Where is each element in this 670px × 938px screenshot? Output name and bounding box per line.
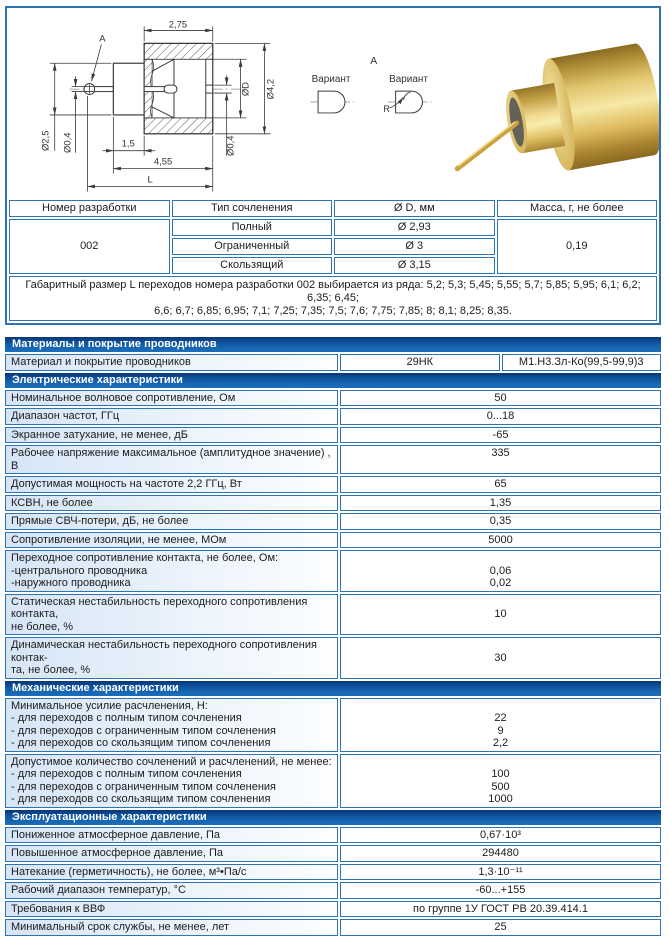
cell-diameter: Ø 3 — [334, 238, 495, 255]
note-line: 6,6; 6,7; 6,85; 6,95; 7,1; 7,25; 7,35; 7,5; 7,6; 7,75; 7,85; 8; 8,1; 8,25; 8,35. — [154, 305, 512, 317]
dim-15-label: 1,5 — [121, 138, 135, 150]
connector-section-view — [70, 43, 249, 133]
table-row — [5, 882, 661, 899]
variant-views — [310, 91, 431, 113]
row-value: 25 — [340, 919, 661, 936]
table-row — [5, 390, 661, 407]
variant-right-label: Вариант — [389, 74, 428, 86]
row-value: -60...+155 — [340, 882, 661, 899]
cell-diameter: Ø 3,15 — [334, 257, 495, 274]
row-label: Прямые СВЧ-потери, дБ, не более — [5, 513, 338, 530]
table-row — [5, 427, 661, 444]
table-row — [5, 408, 661, 425]
table-row — [5, 901, 661, 918]
column-header-mating-type: Тип сочленения — [172, 200, 333, 217]
row-value: 50 — [340, 390, 661, 407]
row-value: по группе 1У ГОСТ РВ 20.39.414.1 — [340, 901, 661, 918]
technical-drawing — [7, 8, 659, 198]
table-row — [5, 445, 661, 474]
cell-mass: 0,19 — [497, 219, 658, 274]
dia-d-label: ØD — [240, 82, 252, 97]
section-header: Эксплуатационные характеристики — [5, 810, 661, 825]
cell-mating-type: Полный — [172, 219, 333, 236]
radius-r-label: R — [383, 103, 390, 114]
page — [5, 6, 661, 938]
dia-04-pin-label: Ø0,4 — [62, 132, 74, 153]
table-row — [5, 827, 661, 844]
table-row — [5, 919, 661, 936]
dim-l-label: L — [147, 174, 153, 186]
dimension-note — [9, 276, 657, 321]
row-value: 294480 — [340, 845, 661, 862]
row-label: Динамическая нестабильность переходного сопротивления контак- та, не более, % — [5, 637, 338, 679]
row-value: 30 — [340, 637, 661, 679]
dim-275-label: 2,75 — [168, 19, 188, 31]
drawing-panel — [5, 6, 661, 325]
cell-diameter: Ø 2,93 — [334, 219, 495, 236]
characteristics-table — [5, 337, 661, 936]
cell-mating-type: Ограниченный — [172, 238, 333, 255]
row-value: 1,3·10⁻¹¹ — [340, 864, 661, 881]
row-label: Рабочий диапазон температур, °С — [5, 882, 338, 899]
spec-table — [7, 198, 659, 276]
variant-left-label: Вариант — [311, 74, 351, 86]
row-label: Экранное затухание, не менее, дБ — [5, 427, 338, 444]
row-label: Минимальный срок службы, не менее, лет — [5, 919, 338, 936]
dia-04-bore-label: Ø0,4 — [225, 135, 237, 156]
row-label: Минимальное усилие расчленения, Н: - для переходов с полным типом сочленения - для переходов с ограниченным типом сочленения - для переходов со скользящим типом сочленения — [5, 698, 338, 752]
row-label: Пониженное атмосферное давление, Па — [5, 827, 338, 844]
row-label: Материал и покрытие проводников — [5, 354, 338, 371]
row-label: Диапазон частот, ГГц — [5, 408, 338, 425]
table-row — [5, 864, 661, 881]
row-value: 0,06 0,02 — [340, 550, 661, 592]
table-row — [5, 550, 661, 592]
row-label: Требования к ВВФ — [5, 901, 338, 918]
table-row — [5, 476, 661, 493]
row-label: Статическая нестабильность переходного сопротивления контакта, не более, % — [5, 594, 338, 636]
table-row — [5, 532, 661, 549]
table-row — [5, 513, 661, 530]
row-value: 1,35 — [340, 495, 661, 512]
row-value: 100 500 1000 — [340, 754, 661, 808]
row-value: 335 — [340, 445, 661, 474]
dia-42-label: Ø4,2 — [265, 78, 277, 100]
row-value: 65 — [340, 476, 661, 493]
dim-455-label: 4,55 — [153, 156, 173, 168]
column-header-dev-number: Номер разработки — [9, 200, 170, 217]
section-header: Электрические характеристики — [5, 373, 661, 388]
cell-mating-type: Скользящий — [172, 257, 333, 274]
table-row — [5, 698, 661, 752]
cell-dev-number: 002 — [9, 219, 170, 274]
table-row — [5, 354, 661, 371]
table-row — [5, 495, 661, 512]
row-value: 0,35 — [340, 513, 661, 530]
section-header: Механические характеристики — [5, 681, 661, 696]
table-row — [9, 219, 657, 236]
view-a-callout-label: A — [99, 33, 106, 45]
row-value: 22 9 2,2 — [340, 698, 661, 752]
row-value: М1.Н3.Зл-Ко(99,5-99,9)3 — [502, 354, 662, 371]
connector-photo — [441, 41, 659, 189]
row-value: 29НК — [340, 354, 500, 371]
dia-25-label: Ø2,5 — [40, 130, 52, 152]
row-value: 0...18 — [340, 408, 661, 425]
row-label: Сопротивление изоляции, не менее, МОм — [5, 532, 338, 549]
row-value: 10 — [340, 594, 661, 636]
column-header-diameter: Ø D, мм — [334, 200, 495, 217]
row-value: -65 — [340, 427, 661, 444]
table-row — [5, 637, 661, 679]
section-a-label: A — [370, 56, 378, 68]
table-row — [5, 845, 661, 862]
row-label: Допустимое количество сочленений и расчленений, не менее: - для переходов с полным типом сочленения - для переходов с ограниченным типом сочленения - для переходов со скользящим типом сочленения — [5, 754, 338, 808]
table-row — [5, 754, 661, 808]
table-row — [5, 594, 661, 636]
row-label: Переходное сопротивление контакта, не более, Ом: -центрального проводника -наружного проводника — [5, 550, 338, 592]
note-line: Габаритный размер L переходов номера разработки 002 выбирается из ряда: 5,2; 5,3; 5,45; 5,55; 5,7; 5,85; 5,95; 6,1; 6,2; 6,35; 6,45; — [25, 279, 641, 304]
row-label: Номинальное волновое сопротивление, Ом — [5, 390, 338, 407]
row-value: 0,67·10³ — [340, 827, 661, 844]
row-label: КСВН, не более — [5, 495, 338, 512]
row-label: Допустимая мощность на частоте 2,2 ГГц, Вт — [5, 476, 338, 493]
row-label: Натекание (герметичность), не более, м³•Па/с — [5, 864, 338, 881]
column-header-mass: Масса, г, не более — [497, 200, 658, 217]
row-label: Рабочее напряжение максимальное (амплитудное значение) , В — [5, 445, 338, 474]
row-label: Повышенное атмосферное давление, Па — [5, 845, 338, 862]
section-header: Материалы и покрытие проводников — [5, 337, 661, 352]
row-value: 5000 — [340, 532, 661, 549]
